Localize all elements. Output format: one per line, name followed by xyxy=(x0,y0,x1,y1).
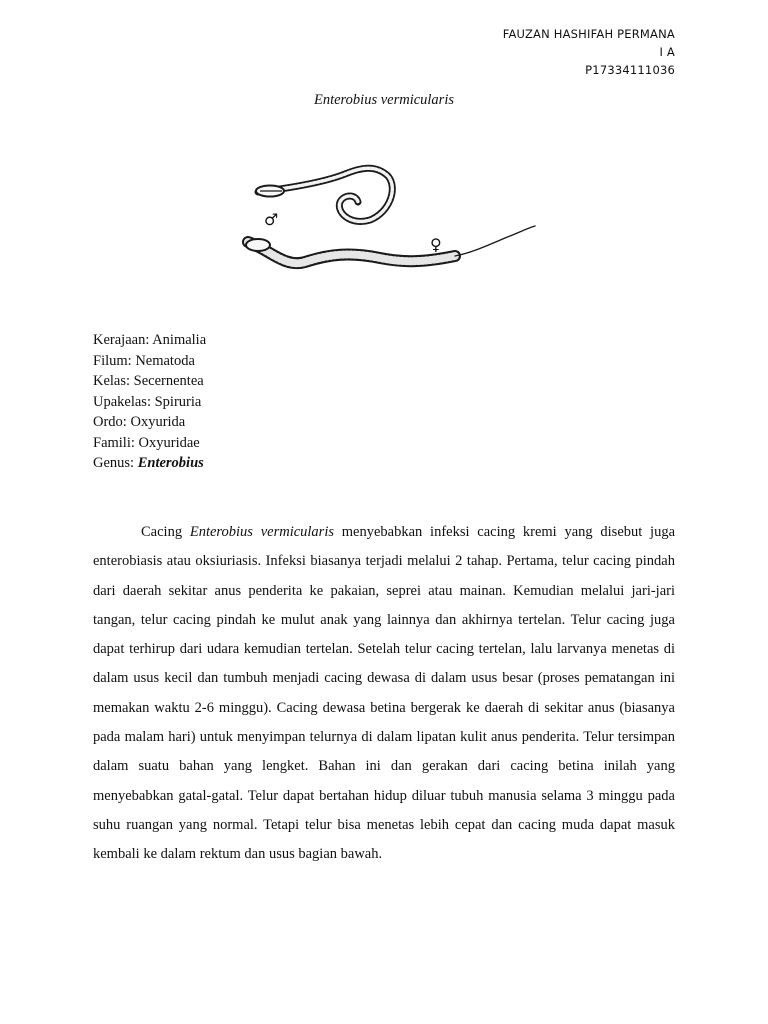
taxonomy-label: Genus: xyxy=(93,455,135,471)
taxonomy-value: Spiruria xyxy=(154,393,202,410)
taxonomy-value: Oxyuridae xyxy=(138,434,200,451)
document-title: Enterobius vermicularis xyxy=(313,92,454,108)
male-symbol-icon: ♂ xyxy=(264,210,279,229)
taxonomy-label: Upakelas: xyxy=(93,393,151,410)
taxonomy-value: Secernentea xyxy=(133,373,204,389)
paragraph-species: Enterobius vermicularis xyxy=(189,524,334,540)
taxonomy-label: Kerajaan: xyxy=(93,332,150,348)
taxonomy-value: Nematoda xyxy=(135,352,195,369)
description-paragraph xyxy=(93,518,675,870)
female-symbol-icon: ♀ xyxy=(430,235,442,254)
female-worm xyxy=(246,226,535,263)
taxonomy-label: Kelas: xyxy=(93,373,131,389)
taxonomy-row-kingdom xyxy=(93,330,206,351)
author-name: FAUZAN HASHIFAH PERMANA xyxy=(502,27,675,41)
paragraph-lead: Cacing xyxy=(141,524,190,540)
author-id: P17334111036 xyxy=(585,63,675,77)
taxonomy-row-order xyxy=(93,412,206,433)
pinworm-illustration xyxy=(230,150,540,290)
taxonomy-label: Filum: xyxy=(93,352,132,369)
taxonomy-row-class xyxy=(93,371,206,392)
taxonomy-row-phylum xyxy=(93,351,206,372)
taxonomy-row-genus xyxy=(93,453,206,474)
taxonomy-row-subclass xyxy=(93,392,206,413)
taxonomy-row-family xyxy=(93,433,206,454)
author-header xyxy=(503,25,675,79)
taxonomy-label: Famili: xyxy=(93,434,135,451)
taxonomy-label: Ordo: xyxy=(93,414,127,430)
taxonomy-list xyxy=(93,330,206,474)
taxonomy-value: Oxyurida xyxy=(130,414,186,430)
taxonomy-value: Enterobius xyxy=(137,455,204,471)
taxonomy-value: Animalia xyxy=(152,332,207,348)
paragraph-body: menyebabkan infeksi cacing kremi yang disebut juga enterobiasis atau oksiuriasis. Infeksi biasanya terjadi melalui 2 tahap. Pertama, telur cacing pindah dari daerah sekitar anus penderita ke pakaian, seprei atau mainan. Kemudian melalui jari-jari tangan, telur cacing pindah ke mulut anak yang lainnya dan akhirnya tertelan. Telur cacing juga dapat terhirup dari udara kemudian tertelan. Setelah telur cacing tertelan, lalu larvanya menetas di dalam usus kecil dan tumbuh menjadi cacing dewasa di dalam usus besar (proses pematangan ini memakan waktu 2-6 minggu). Cacing dewasa betina bergerak ke daerah di sekitar anus (biasanya pada malam hari) untuk menyimpan telurnya di dalam lipatan kulit anus penderita. Telur tersimpan dalam suatu bahan yang lengket. Bahan ini dan gerakan dari cacing betina inilah yang menyebabkan gatal-gatal. Telur dapat bertahan hidup diluar tubuh manusia selama 3 minggu pada suhu ruangan yang normal. Tetapi telur bisa menetas lebih cepat dan cacing muda dapat masuk kembali ke dalam rektum dan usus bagian bawah. xyxy=(93,524,676,863)
author-class: I A xyxy=(659,45,675,59)
